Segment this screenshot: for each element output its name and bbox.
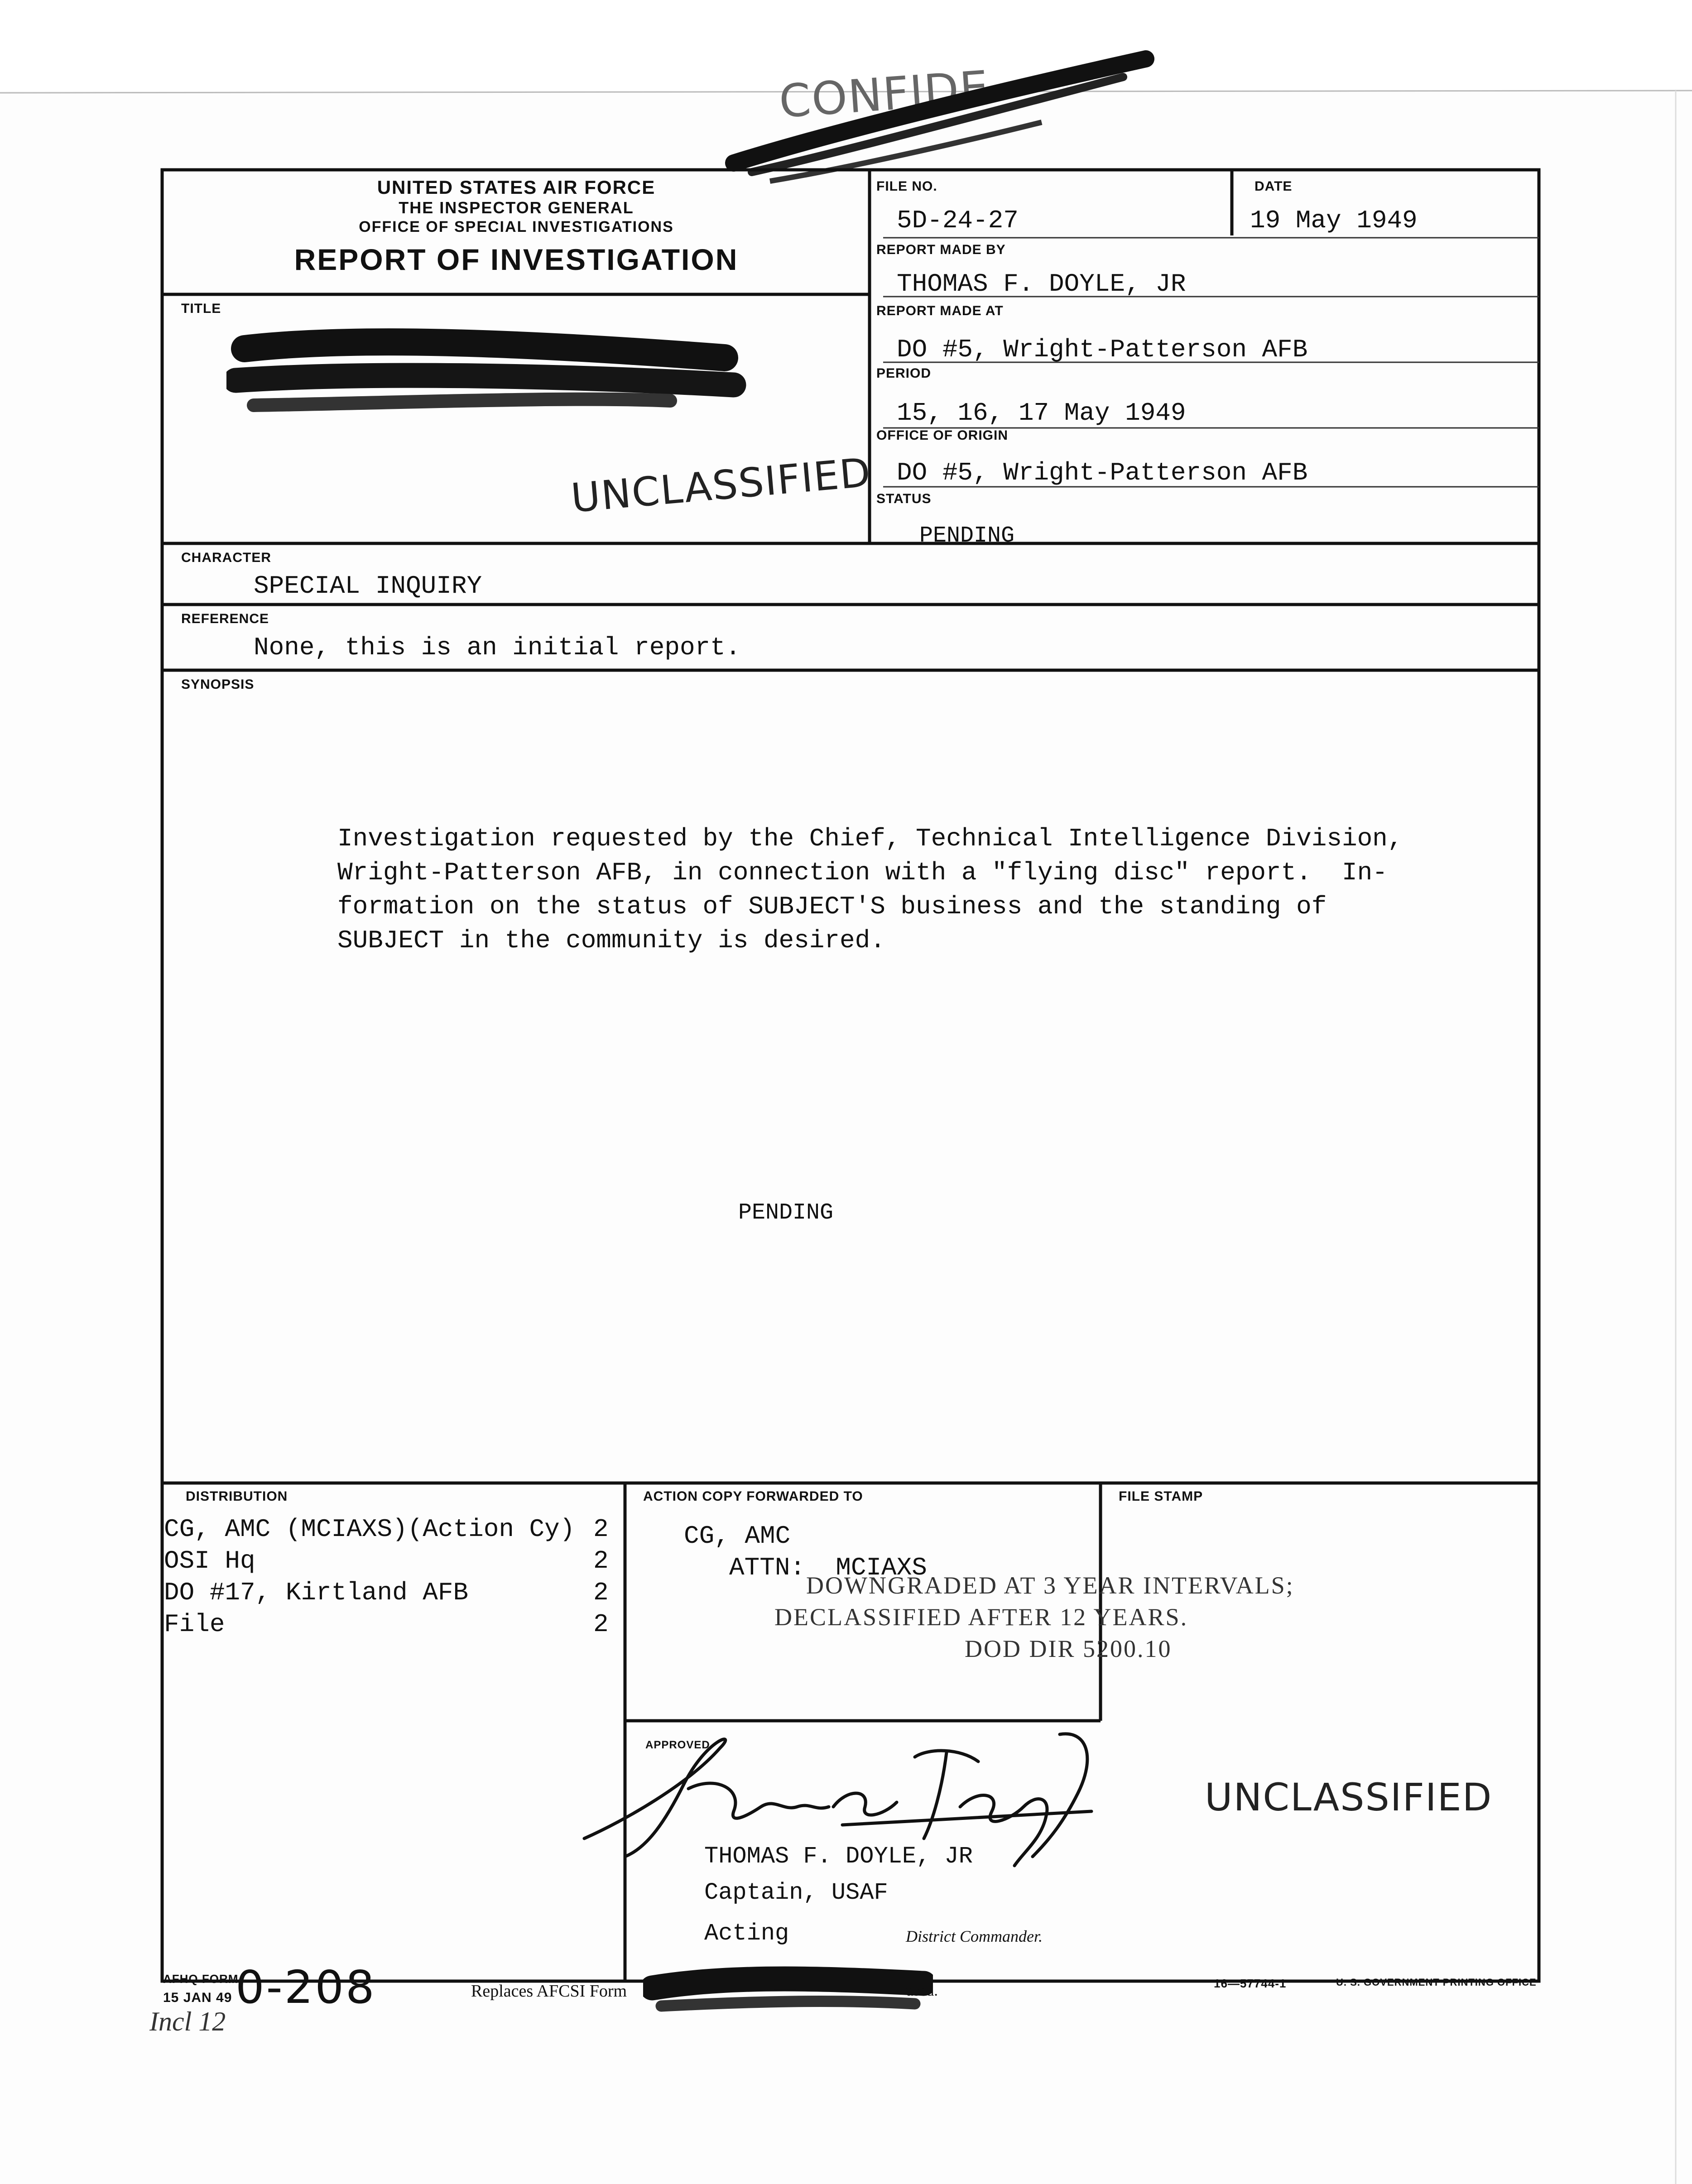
org-line-2: THE INSPECTOR GENERAL	[399, 198, 634, 217]
action-copy-line-1: CG, AMC	[684, 1522, 791, 1550]
report-made-by-label: REPORT MADE BY	[876, 242, 1006, 257]
synopsis-label: SYNOPSIS	[181, 677, 255, 692]
synopsis-line-1: Investigation requested by the Chief, Technical Intelligence Division,	[337, 824, 1403, 853]
title-label: TITLE	[181, 301, 221, 316]
distribution-label: DISTRIBUTION	[186, 1489, 288, 1504]
synopsis-line-3: formation on the status of SUBJECT'S business and the standing of	[337, 892, 1327, 921]
downgrade-line-3: DOD DIR 5200.10	[965, 1635, 1172, 1662]
file-no-value: 5D-24-27	[897, 206, 1019, 235]
approved-label: APPROVED	[645, 1739, 710, 1751]
status-label: STATUS	[876, 491, 932, 506]
print-code: 16—57744-1	[1214, 1977, 1287, 1990]
character-value: SPECIAL INQUIRY	[254, 571, 482, 600]
report-made-by-value: THOMAS F. DOYLE, JR	[897, 269, 1186, 298]
footer-redaction	[643, 1961, 933, 2020]
distribution-row-1-name: CG, AMC (MCIAXS)(Action Cy)	[164, 1515, 575, 1544]
reference-value: None, this is an initial report.	[254, 633, 741, 662]
form-number: 0-208	[236, 1961, 376, 2014]
status-value: PENDING	[919, 523, 1015, 549]
synopsis-line-4: SUBJECT in the community is desired.	[337, 926, 885, 955]
date-value: 19 May 1949	[1250, 206, 1418, 235]
character-label: CHARACTER	[181, 550, 271, 565]
period-value: 15, 16, 17 May 1949	[897, 398, 1186, 427]
distribution-row-4-count: 2	[593, 1610, 609, 1639]
downgrade-line-2: DECLASSIFIED AFTER 12 YEARS.	[774, 1603, 1188, 1631]
distribution-row-2-count: 2	[593, 1546, 609, 1575]
file-no-label: FILE NO.	[876, 179, 937, 194]
reference-label: REFERENCE	[181, 611, 269, 626]
signer-acting: Acting	[704, 1920, 789, 1947]
period-label: PERIOD	[876, 366, 932, 381]
date-label: DATE	[1255, 179, 1293, 194]
form-label: AFHQ FORM	[163, 1972, 239, 1986]
org-line-3: OFFICE OF SPECIAL INVESTIGATIONS	[359, 218, 674, 235]
action-copy-line-2: ATTN: MCIAXS	[729, 1553, 927, 1582]
signer-rank: Captain, USAF	[704, 1879, 888, 1906]
district-commander-label: District Commander.	[906, 1927, 1043, 1945]
distribution-row-3-count: 2	[593, 1578, 609, 1607]
top-stamp-partial: CONFIDE	[777, 60, 991, 129]
distribution-row-1-count: 2	[593, 1515, 609, 1544]
downgrade-line-1: DOWNGRADED AT 3 YEAR INTERVALS;	[806, 1572, 1294, 1599]
distribution-row-2-name: OSI Hq	[164, 1546, 255, 1575]
unclassified-stamp-2: UNCLASSIFIED	[1205, 1775, 1493, 1819]
replaces-text: Replaces AFCSI Form	[471, 1982, 627, 2001]
report-made-at-label: REPORT MADE AT	[876, 303, 1004, 318]
action-copy-label: ACTION COPY FORWARDED TO	[643, 1489, 863, 1504]
unclassified-stamp-1: UNCLASSIFIED	[569, 449, 873, 522]
form-date: 15 JAN 49	[163, 1990, 232, 2005]
org-line-1: UNITED STATES AIR FORCE	[377, 177, 656, 198]
office-of-origin-value: DO #5, Wright-Patterson AFB	[897, 458, 1308, 487]
distribution-row-3-name: DO #17, Kirtland AFB	[164, 1578, 469, 1607]
distribution-row-4-name: File	[164, 1610, 225, 1639]
printer-label: U. S. GOVERNMENT PRINTING OFFICE	[1336, 1977, 1537, 1988]
replaces-tail: used.	[906, 1982, 938, 1999]
form-title: REPORT OF INVESTIGATION	[294, 243, 739, 276]
title-redaction	[226, 317, 752, 426]
file-stamp-label: FILE STAMP	[1119, 1489, 1203, 1504]
synopsis-pending: PENDING	[738, 1200, 834, 1226]
signer-name: THOMAS F. DOYLE, JR	[704, 1843, 973, 1870]
office-of-origin-label: OFFICE OF ORIGIN	[876, 428, 1008, 443]
report-made-at-value: DO #5, Wright-Patterson AFB	[897, 335, 1308, 364]
synopsis-line-2: Wright-Patterson AFB, in connection with a "flying disc" report. In-	[337, 858, 1388, 887]
handwritten-note: Incl 12	[149, 2006, 226, 2036]
